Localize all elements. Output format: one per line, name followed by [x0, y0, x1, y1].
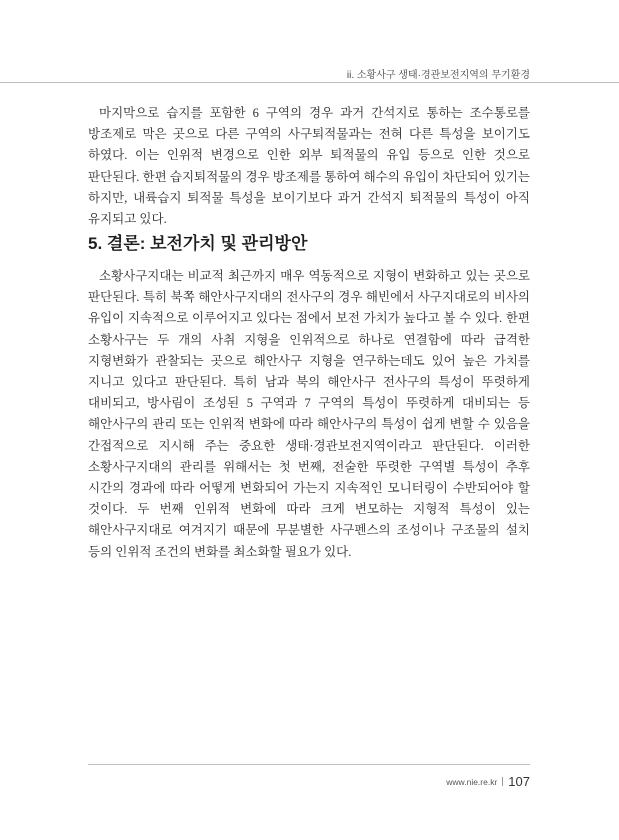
footer-divider — [88, 764, 530, 765]
body-paragraph-2: 소황사구지대는 비교적 최근까지 매우 역동적으로 지형이 변화하고 있는 곳으로 판단된다. 특히 북쪽 해안사구지대의 전사구의 경우 해빈에서 사구지대로의 비사의 유입이 지속적으로 이루어지고 있다는 점에서 보전 가치가 높다고 볼 수 있다. 한편 소황사구는 두 개의 사취 지형을 인위적으로 하나로 연결함에 따라 급격한 지형변화가 관찰되는 곳으로 해안사구 지형을 연구하는데도 있어 높은 가치를 지니고 있다고 판단된다. 특히 남과 북의 해안사구 전사구의 특성이 뚜렷하게 대비되고, 방사림이 조성된 5 구역과 7 구역의 특성이 뚜렷하게 대비되는 등 해안사구의 관리 또는 인위적 변화에 따라 해안사구의 특성이 쉽게 변할 수 있음을 간접적으로 지시해 주는 중요한 생태·경관보전지역이라고 판단된다. 이러한 소황사구지대의 관리를 위해서는 첫 번째, 전술한 뚜렷한 구역별 특성이 추후 시간의 경과에 따라 어떻게 변화되어 가는지 지속적인 모니터링이 수반되어야 할 것이다. 두 번째 인위적 변화에 따라 크게 변모하는 지형적 특성이 있는 해안사구지대로 여겨지기 때문에 무분별한 사구펜스의 조성이나 구조물의 설치 등의 인위적 조건의 변화를 최소화할 필요가 있다. — [88, 269, 530, 559]
footer-separator — [502, 777, 503, 786]
running-header: ii. 소황사구 생태·경관보전지역의 무기환경 — [346, 70, 530, 81]
page-number: 107 — [508, 774, 530, 789]
body-paragraph-1: 마지막으로 습지를 포함한 6 구역의 경우 과거 간석지로 통하는 조수통로를 방조제로 막은 곳으로 다른 구역의 사구퇴적물과는 전혀 다른 특성을 보이기도 하였다. 이는 인위적 변경으로 인한 외부 퇴적물의 유입 등으로 인한 것으로 판단된다. 한편 습지퇴적물의 경우 방조제를 통하여 해수의 유입이 차단되어 있기는 하지만, 내륙습지 퇴적물 특성을 보이기보다 과거 간석지 퇴적물의 특성이 아직 유지되고 있다. — [88, 106, 530, 227]
section-heading: 5. 결론: 보전가치 및 관리방안 — [88, 234, 308, 253]
page-footer — [446, 774, 530, 789]
header-divider — [0, 82, 619, 83]
footer-url: www.nie.re.kr — [446, 776, 498, 787]
